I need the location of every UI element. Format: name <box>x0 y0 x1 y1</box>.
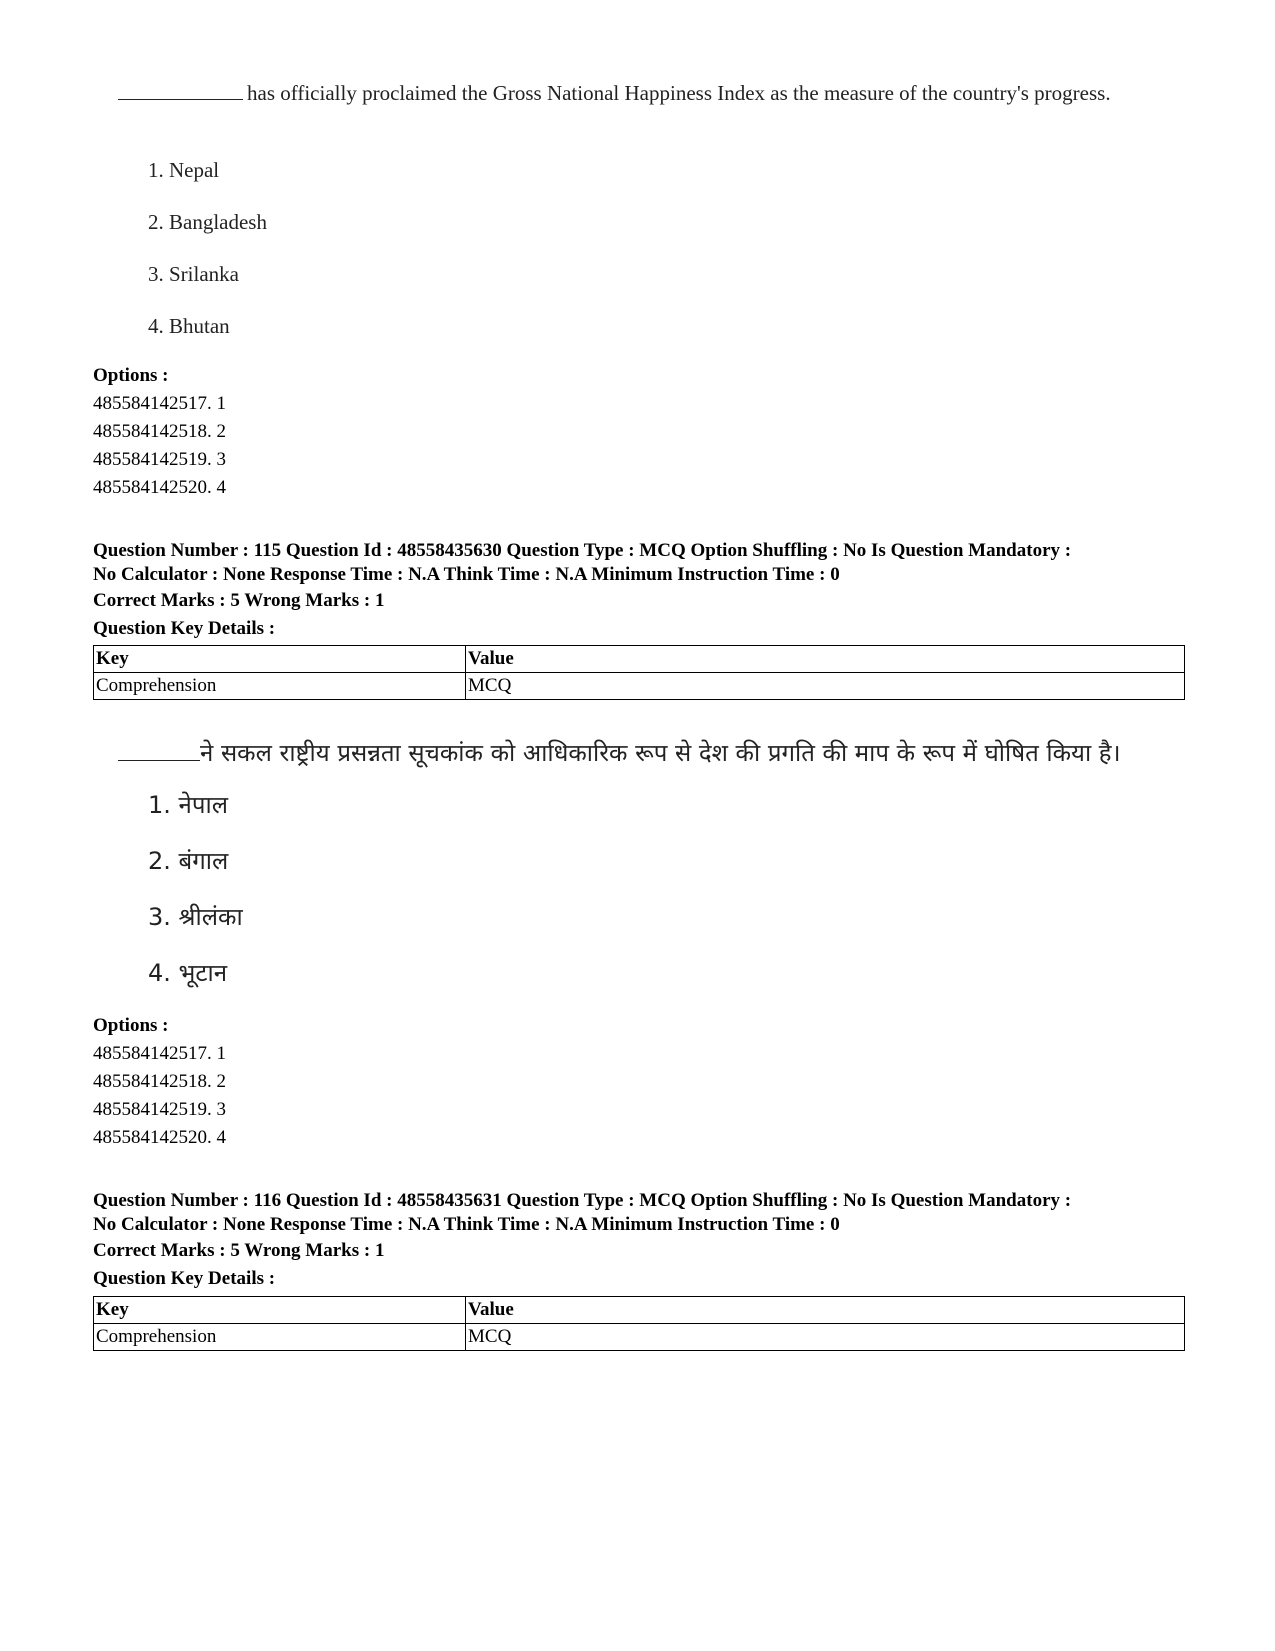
options-label: Options : <box>93 1015 169 1036</box>
table-header-key: Key <box>94 1297 466 1324</box>
table-header-key: Key <box>94 646 466 673</box>
option-id-1: 485584142517. 1 <box>93 1043 226 1064</box>
meta-line-2: No Calculator : None Response Time : N.A Think Time : N.A Minimum Instruction Time : 0 <box>93 1214 840 1235</box>
choice-3: 3. Srilanka <box>148 262 239 286</box>
key-details-table <box>93 1296 1185 1351</box>
marks-line: Correct Marks : 5 Wrong Marks : 1 <box>93 1240 385 1261</box>
meta-line-1: Question Number : 115 Question Id : 48558435630 Question Type : MCQ Option Shuffling : No Is Question Mandatory : <box>93 540 1072 561</box>
table-header-row <box>94 1297 1185 1324</box>
meta-line-1: Question Number : 116 Question Id : 48558435631 Question Type : MCQ Option Shuffling : No Is Question Mandatory : <box>93 1190 1072 1211</box>
table-cell-key: Comprehension <box>94 673 466 700</box>
key-details-label: Question Key Details : <box>93 1268 276 1289</box>
option-id-1: 485584142517. 1 <box>93 393 226 414</box>
option-id-4: 485584142520. 4 <box>93 1127 226 1148</box>
choice-4: 4. Bhutan <box>148 314 230 338</box>
option-id-3: 485584142519. 3 <box>93 449 226 470</box>
choice-hindi-2: 2. बंगाल <box>148 847 229 875</box>
option-id-3: 485584142519. 3 <box>93 1099 226 1120</box>
options-label: Options : <box>93 365 169 386</box>
option-id-2: 485584142518. 2 <box>93 1071 226 1092</box>
question-115-text-hindi: ने सकल राष्ट्रीय प्रसन्नता सूचकांक को आधिकारिक रूप से देश की प्रगति की माप के रूप में घोषित किया है। <box>118 736 1121 769</box>
choice-2: 2. Bangladesh <box>148 210 267 234</box>
table-cell-value: MCQ <box>466 673 1185 700</box>
key-details-label: Question Key Details : <box>93 618 276 639</box>
marks-line: Correct Marks : 5 Wrong Marks : 1 <box>93 590 385 611</box>
table-cell-key: Comprehension <box>94 1324 466 1351</box>
question-115-meta <box>93 539 1071 587</box>
table-header-value: Value <box>466 646 1185 673</box>
question-116-meta <box>93 1189 1071 1237</box>
choice-hindi-4: 4. भूटान <box>148 959 228 987</box>
option-id-4: 485584142520. 4 <box>93 477 226 498</box>
table-header-value: Value <box>466 1297 1185 1324</box>
choice-hindi-3: 3. श्रीलंका <box>148 903 243 931</box>
table-header-row <box>94 646 1185 673</box>
choice-hindi-1: 1. नेपाल <box>148 791 228 819</box>
option-id-2: 485584142518. 2 <box>93 421 226 442</box>
answer-blank <box>118 740 200 761</box>
key-details-table <box>93 645 1185 700</box>
choice-1: 1. Nepal <box>148 158 220 182</box>
table-row <box>94 673 1185 700</box>
table-cell-value: MCQ <box>466 1324 1185 1351</box>
meta-line-2: No Calculator : None Response Time : N.A Think Time : N.A Minimum Instruction Time : 0 <box>93 564 840 585</box>
question-114-text: has officially proclaimed the Gross National Happiness Index as the measure of the country's progress. <box>118 78 1168 108</box>
answer-blank <box>118 81 243 100</box>
table-row <box>94 1324 1185 1351</box>
